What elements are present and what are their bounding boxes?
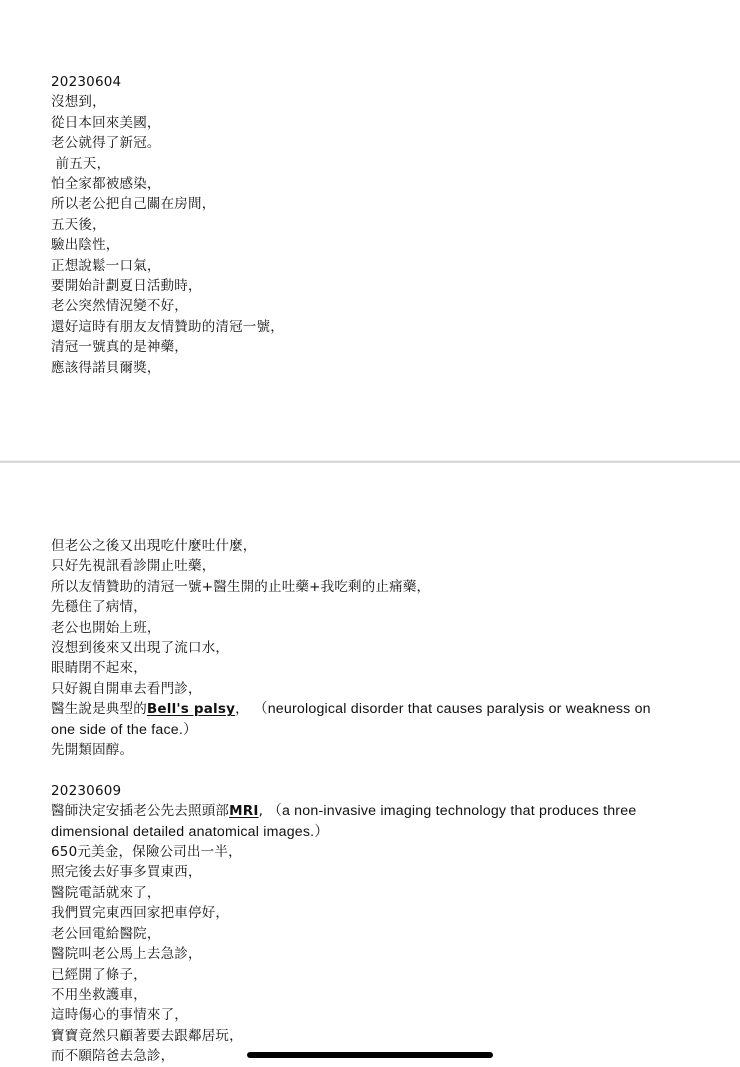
text-line: 650元美金，保險公司出一半， [51,844,242,861]
diary-entry-continued [51,536,651,1067]
text-line: 只好先視訊看診開止吐藥， [51,558,216,575]
text-line: 而不願陪爸去急診， [51,1048,175,1065]
text-fragment: 醫生說是典型的 [51,701,147,718]
text-line: 只好親自開車去看門診， [51,680,202,697]
bells-palsy-definition-cont: one side of the face.） [51,721,198,738]
text-line: 不用坐救護車， [51,986,147,1003]
text-line: 但老公之後又出現吃什麼吐什麼， [51,538,257,554]
text-line: 清冠一號真的是神藥， [51,339,188,356]
text-line: 沒想到後來又出現了流口水， [51,640,230,657]
text-line: 醫院叫老公馬上去急診， [51,946,202,963]
text-line: 先開類固醇。 [51,742,134,759]
text-fragment: ， [235,701,249,718]
mri-link[interactable]: MRI [229,803,259,820]
home-indicator-bar[interactable] [247,1052,493,1058]
text-line: 還好這時有朋友友情贊助的清冠一號， [51,318,284,335]
text-line: 從日本回來美國， [51,114,161,131]
text-line: 怕全家都被感染， [51,176,161,193]
bells-palsy-link[interactable]: Bell's palsy [146,701,236,718]
text-line: 已經開了條子， [51,966,147,983]
text-line: 沒想到， [51,94,106,111]
text-line: 醫院電話就來了， [51,884,161,901]
text-line: 老公就得了新冠。 [51,135,161,152]
diary-entry-20230604 [51,72,651,378]
text-line: 我們買完東西回家把車停好， [51,905,230,922]
mri-definition-cont: dimensional detailed anatomical images.） [51,823,329,840]
mri-line [51,801,651,821]
text-line: 所以老公把自己關在房間， [51,196,216,213]
text-line: 先穩住了病情， [51,599,147,616]
text-line: 五天後， [51,216,106,233]
text-line: 前五天， [51,155,111,172]
bells-palsy-line [51,699,651,719]
text-line: 這時傷心的事情來了， [51,1007,188,1024]
blank-line [51,760,651,780]
text-line: 老公回電給醫院， [51,925,161,942]
text-line: 應該得諾貝爾獎， [51,359,161,376]
text-fragment: , [258,803,264,820]
entry-date: 20230609 [51,782,122,799]
text-line: 老公也開始上班， [51,619,161,636]
text-line: 寶寶竟然只顧著要去跟鄰居玩， [51,1027,243,1044]
page-1 [0,0,740,462]
text-line: 所以友情贊助的清冠一號+醫生開的止吐藥+我吃剩的止痛藥， [51,578,431,595]
text-line: 要開始計劃夏日活動時， [51,278,202,295]
text-line: 照完後去好事多買東西， [51,864,202,881]
text-line: 老公突然情況變不好， [51,298,188,315]
text-line: 正想說鬆一口氣， [51,257,161,274]
bells-palsy-definition: （neurological disorder that causes paralysis or weakness on [253,701,651,718]
text-fragment: 醫師決定安插老公先去照頭部 [51,803,230,820]
entry-date: 20230604 [51,74,122,90]
text-line: 驗出陰性， [51,237,120,254]
text-line: 眼睛閉不起來， [51,660,147,677]
mri-definition: （a non-invasive imaging technology that produces three [267,803,637,820]
